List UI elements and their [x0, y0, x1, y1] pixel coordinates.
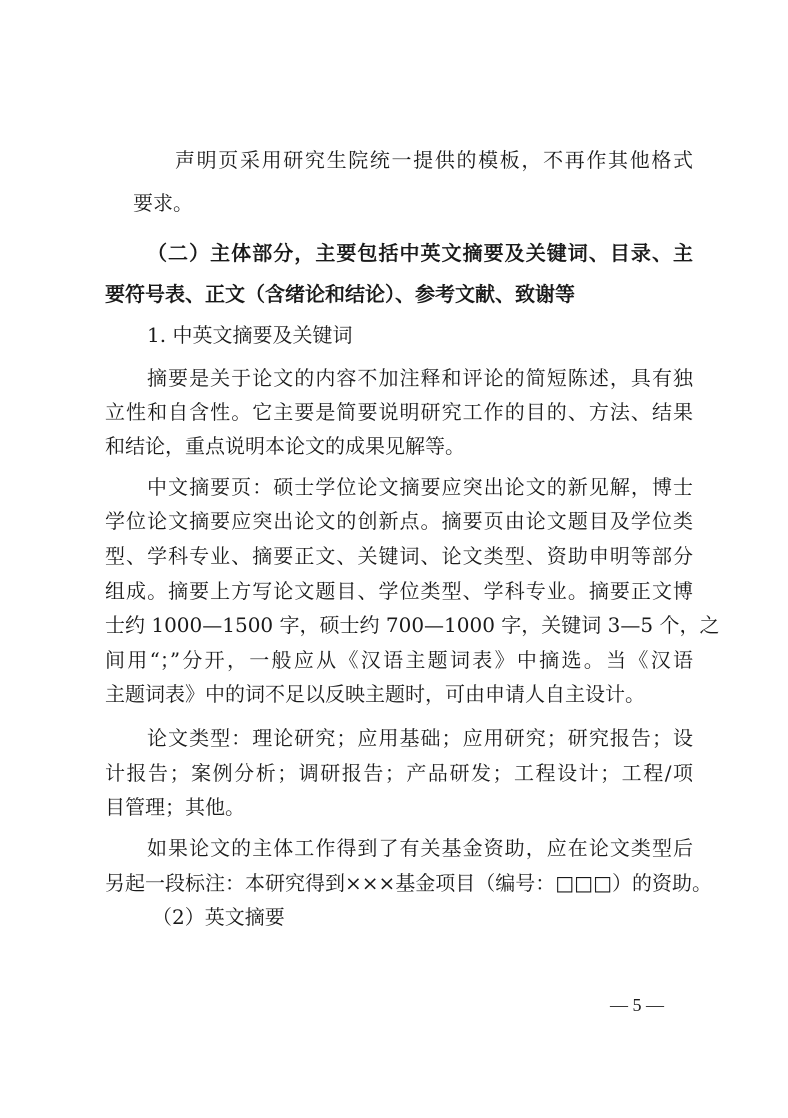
paragraph-chinese-abstract-line-7: 主题词表》中的词不足以反映主题时，可由申请人自主设计。 [105, 682, 645, 706]
paragraph-thesis-types-line-2: 计报告；案例分析；调研报告；产品研发；工程设计；工程/项 [105, 761, 693, 785]
paragraph-chinese-abstract-line-5: 士约 1000—1500 字，硕士约 700—1000 字，关键词 3—5 个，之 [105, 613, 720, 637]
paragraph-funding-line-1: 如果论文的主体工作得到了有关基金资助，应在论文类型后 [147, 836, 693, 860]
paragraph-abstract-definition-line-2: 立性和自含性。它主要是简要说明研究工作的目的、方法、结果 [105, 400, 693, 424]
paragraph-chinese-abstract-line-1: 中文摘要页：硕士学位论文摘要应突出论文的新见解，博士 [147, 475, 693, 499]
subheading-english-abstract: （2）英文摘要 [152, 905, 285, 929]
paragraph-declaration-line-2: 要求。 [133, 191, 193, 215]
section-heading-line-2: 要符号表、正文（含绪论和结论）、参考文献、致谢等 [105, 282, 575, 306]
paragraph-chinese-abstract-line-4: 组成。摘要上方写论文题目、学位类型、学科专业。摘要正文博 [105, 579, 693, 603]
paragraph-funding-line-2: 另起一段标注：本研究得到×××基金项目（编号：□□□）的资助。 [105, 871, 712, 895]
paragraph-thesis-types-line-1: 论文类型：理论研究；应用基础；应用研究；研究报告；设 [147, 726, 693, 750]
section-heading-line-1: （二）主体部分，主要包括中英文摘要及关键词、目录、主 [147, 241, 693, 265]
paragraph-chinese-abstract-line-2: 学位论文摘要应突出论文的创新点。摘要页由论文题目及学位类 [105, 509, 693, 533]
paragraph-declaration-line-1: 声明页采用研究生院统一提供的模板，不再作其他格式 [175, 148, 693, 172]
page-number: — 5 — [610, 995, 664, 1015]
paragraph-chinese-abstract-line-6: 间用“；”分开，一般应从《汉语主题词表》中摘选。当《汉语 [105, 648, 693, 672]
paragraph-thesis-types-line-3: 目管理；其他。 [105, 795, 245, 819]
paragraph-abstract-definition-line-1: 摘要是关于论文的内容不加注释和评论的简短陈述，具有独 [147, 366, 693, 390]
subheading-abstract-keywords: 1. 中英文摘要及关键词 [147, 323, 353, 347]
paragraph-chinese-abstract-line-3: 型、学科专业、摘要正文、关键词、论文类型、资助申明等部分 [105, 544, 693, 568]
paragraph-abstract-definition-line-3: 和结论，重点说明本论文的成果见解等。 [105, 434, 465, 458]
